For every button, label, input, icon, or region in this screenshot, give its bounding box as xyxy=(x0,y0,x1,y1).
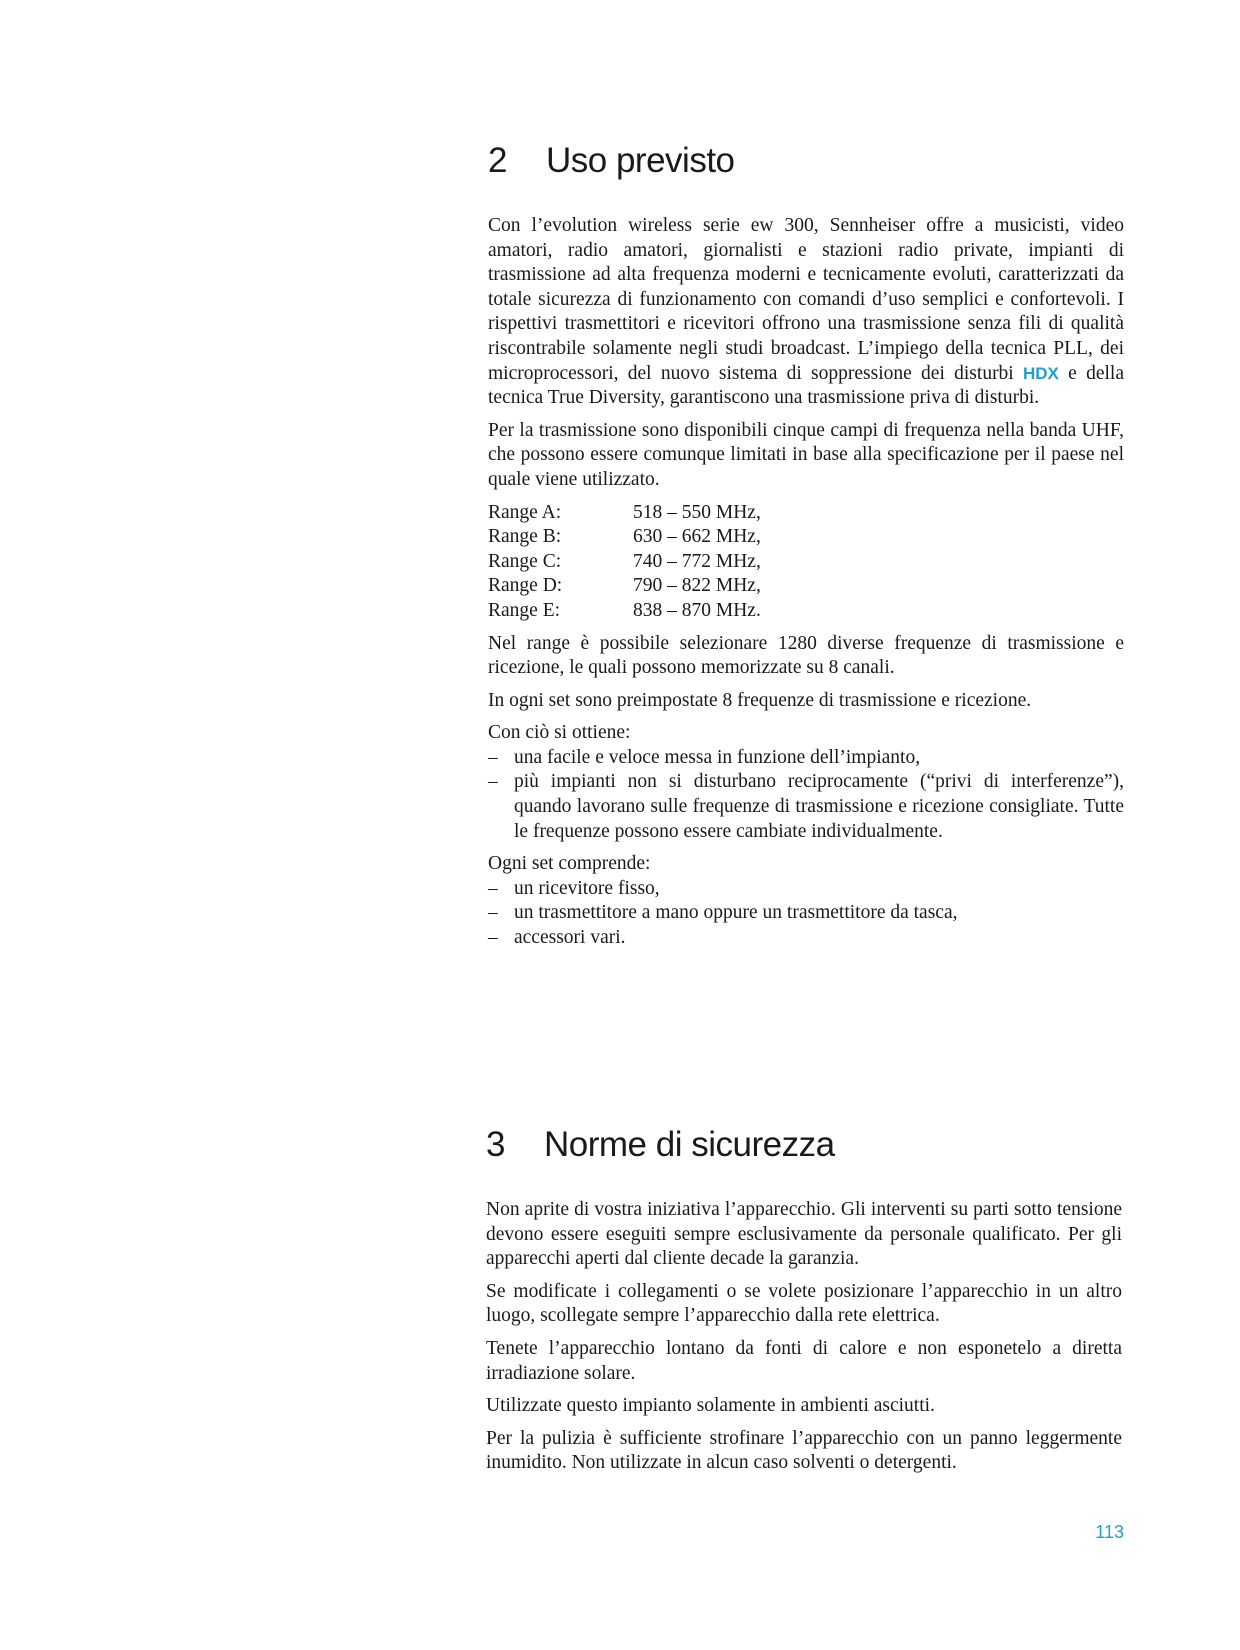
section-norme-di-sicurezza xyxy=(486,1122,1122,1484)
paragraph-presets: In ogni set sono preimpostate 8 frequenze di trasmissione e ricezione. xyxy=(488,689,1032,711)
paragraph-channels: Nel range è possibile selezionare 1280 diverse frequenze di trasmissione e ricezione, le quali possono memorizzate su 8 canali. xyxy=(488,632,1124,679)
set-contents-list-block xyxy=(488,852,1124,950)
section-title: Norme di sicurezza xyxy=(544,1125,835,1164)
range-value: 838 – 870 MHz. xyxy=(633,599,761,621)
range-label: Range B: xyxy=(488,526,562,548)
list-item: – una facile e veloce messa in funzione dell’impianto, xyxy=(488,746,1124,771)
range-value: 630 – 662 MHz, xyxy=(633,526,761,548)
list-item: – accessori vari. xyxy=(488,926,1124,951)
paragraph: Non aprite di vostra iniziativa l’apparecchio. Gli interventi su parti sotto tensione devono essere eseguiti sempre esclusivamente da personale qualificato. Per gli apparecchi aperti dal cliente decade la garanzia. xyxy=(486,1199,1122,1270)
paragraph-text: e della tecnica True Diversity, garantiscono una trasmissione priva di disturbi. xyxy=(488,362,1124,409)
paragraph: Tenete l’apparecchio lontano da fonti di calore e non esponetelo a diretta irradiazione solare. xyxy=(486,1337,1122,1384)
frequency-range-table xyxy=(488,501,1124,624)
hdx-brand-label: HDX xyxy=(1023,363,1059,383)
range-row xyxy=(488,525,1124,550)
section-heading xyxy=(488,138,1124,184)
list-item: – più impianti non si disturbano reciprocamente (“privi di interferenze”), quando lavorano sulle frequenze di trasmissione e ricezione consigliate. Tutte le frequenze possono essere cambiate individualmente. xyxy=(488,770,1124,844)
paragraph-intro xyxy=(488,214,1124,411)
paragraph-frequency: Per la trasmissione sono disponibili cinque campi di frequenza nella banda UHF, che possono essere comunque limitati in base alla specificazione per il paese nel quale viene utilizzato. xyxy=(488,419,1124,490)
range-label: Range D: xyxy=(488,575,563,597)
list-intro: Con ciò si ottiene: xyxy=(488,722,631,744)
range-row xyxy=(488,550,1124,575)
section-number: 2 xyxy=(488,141,507,180)
list-item: – un trasmettitore a mano oppure un trasmettitore da tasca, xyxy=(488,901,1124,926)
section-body xyxy=(486,1198,1122,1476)
range-row xyxy=(488,599,1124,624)
range-row xyxy=(488,501,1124,526)
range-label: Range C: xyxy=(488,550,562,572)
range-value: 740 – 772 MHz, xyxy=(633,550,761,572)
list-intro: Ogni set comprende: xyxy=(488,853,651,875)
paragraph: Utilizzate questo impianto solamente in ambienti asciutti. xyxy=(486,1395,935,1417)
page-number: 113 xyxy=(1095,1522,1124,1542)
section-body xyxy=(488,214,1124,951)
range-value: 790 – 822 MHz, xyxy=(633,575,761,597)
benefits-list-block xyxy=(488,721,1124,844)
range-value: 518 – 550 MHz, xyxy=(633,501,761,523)
section-heading xyxy=(486,1122,1122,1168)
range-label: Range A: xyxy=(488,501,562,523)
paragraph: Per la pulizia è sufficiente strofinare l’apparecchio con un panno leggermente inumidito. Non utilizzate in alcun caso solventi o detergenti. xyxy=(486,1427,1122,1474)
set-contents-list xyxy=(488,877,1124,951)
section-title: Uso previsto xyxy=(546,141,735,180)
paragraph: Se modificate i collegamenti o se volete posizionare l’apparecchio in un altro luogo, scollegate sempre l’apparecchio dalla rete elettrica. xyxy=(486,1280,1122,1327)
paragraph-text: Con l’evolution wireless serie ew 300, Sennheiser offre a musicisti, video amatori, radio amatori, giornalisti e stazioni radio private, impianti di trasmissione ad alta frequenza moderni e tecnicamente evoluti, caratterizzati da totale sicurezza di funzionamento con comandi d’uso semplici e confortevoli. I rispettivi trasmettitori e ricevitori offrono una trasmissione senza fili di qualità riscontrabile solamente negli studi broadcast. L’impiego della tecnica PLL, dei microprocessori, del nuovo sistema di soppressione dei disturbi xyxy=(488,215,1124,384)
section-uso-previsto xyxy=(488,138,1124,959)
benefits-list xyxy=(488,746,1124,844)
section-number: 3 xyxy=(486,1125,505,1164)
range-label: Range E: xyxy=(488,599,561,621)
range-row xyxy=(488,574,1124,599)
list-item: – un ricevitore fisso, xyxy=(488,877,1124,902)
